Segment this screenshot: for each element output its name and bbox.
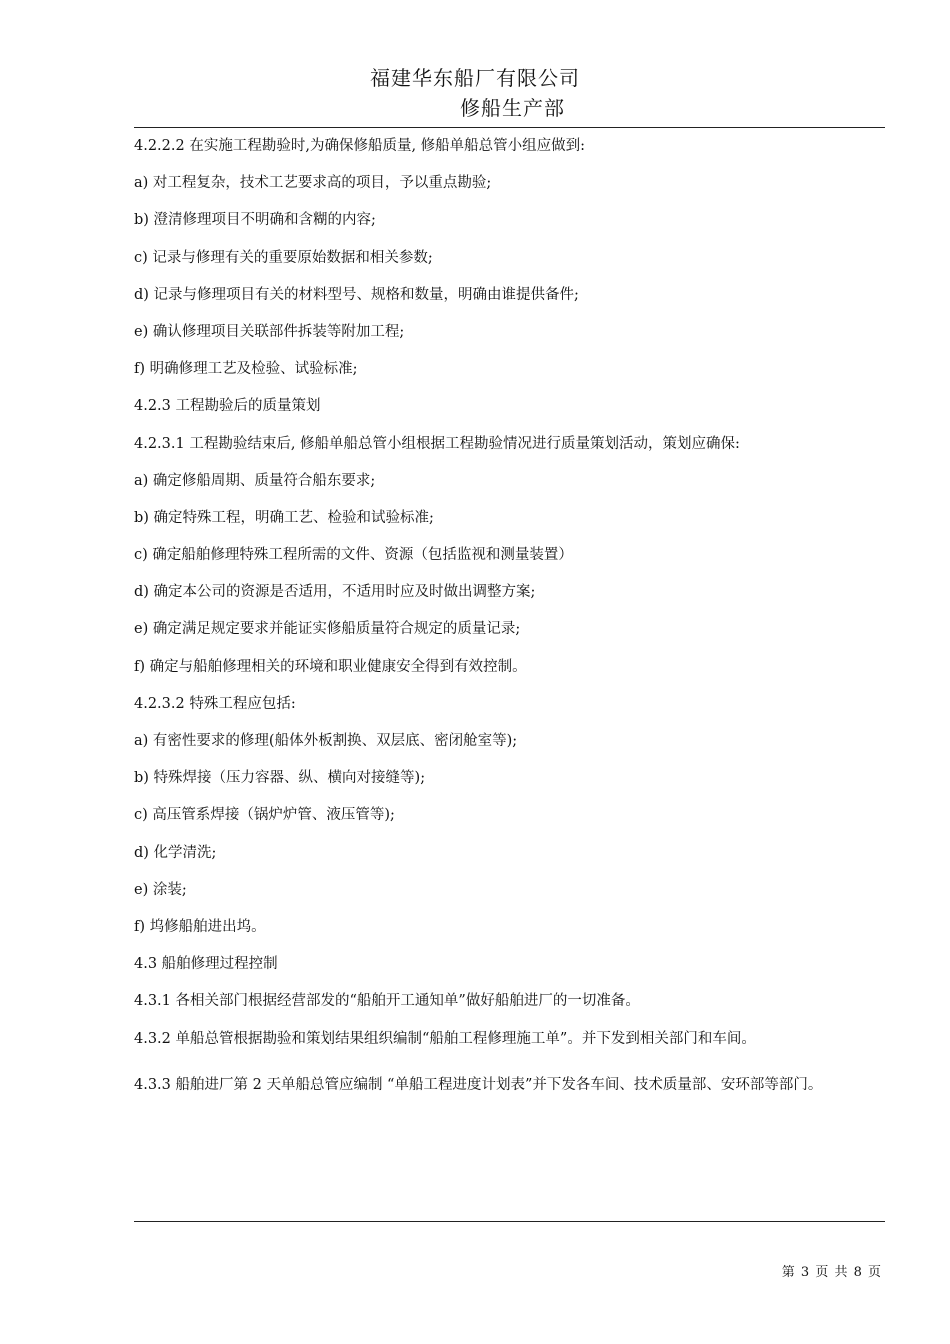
text-line: b) 特殊焊接（压力容器、纵、横向对接缝等); xyxy=(134,770,426,787)
company-name: 福建华东船厂有限公司 xyxy=(370,66,580,90)
document-body xyxy=(134,136,884,1104)
section-heading: 4.3 船舶修理过程控制 xyxy=(134,956,278,973)
text-line: b) 澄清修理项目不明确和含糊的内容; xyxy=(134,212,376,229)
text-line: f) 确定与船舶修理相关的环境和职业健康安全得到有效控制。 xyxy=(134,658,527,675)
text-line: e) 确认修理项目关联部件拆装等附加工程; xyxy=(134,323,405,340)
text-line: d) 化学清洗; xyxy=(134,844,217,861)
text-line: d) 记录与修理项目有关的材料型号、规格和数量，明确由谁提供备件; xyxy=(134,286,579,303)
text-line: e) 确定满足规定要求并能证实修船质量符合规定的质量记录; xyxy=(134,621,521,638)
department-name: 修船生产部 xyxy=(460,96,565,120)
text-line: a) 对工程复杂，技术工艺要求高的项目，予以重点勘验; xyxy=(134,175,492,192)
text-line: e) 涂装; xyxy=(134,881,187,898)
text-line: 4.2.3.1 工程勘验结束后, 修船单船总管小组根据工程勘验情况进行质量策划活动，策划应确保: xyxy=(134,435,740,452)
text-line: d) 确定本公司的资源是否适用，不适用时应及时做出调整方案; xyxy=(134,584,536,601)
header-rule xyxy=(134,127,885,128)
text-line: 4.2.2.2 在实施工程勘验时,为确保修船质量, 修船单船总管小组应做到: xyxy=(134,138,586,154)
text-line: c) 记录与修理有关的重要原始数据和相关参数; xyxy=(134,249,433,266)
text-line: f) 明确修理工艺及检验、试验标准; xyxy=(134,361,358,378)
text-line: 4.3.2 单船总管根据勘验和策划结果组织编制“船舶工程修理施工单”。并下发到相关部门和车间。 xyxy=(134,1030,756,1047)
text-line: b) 确定特殊工程，明确工艺、检验和试验标准; xyxy=(134,509,434,526)
section-heading: 4.2.3 工程勘验后的质量策划 xyxy=(134,398,321,415)
text-line: 4.3.1 各相关部门根据经营部发的“船舶开工通知单”做好船舶进厂的一切准备。 xyxy=(134,993,640,1010)
footer-rule xyxy=(134,1221,885,1222)
text-line: c) 确定船舶修理特殊工程所需的文件、资源（包括监视和测量装置） xyxy=(134,547,573,564)
text-paragraph: 4.3.3 船舶进厂第 2 天单船总管应编制 “单船工程进度计划表”并下发各车间、技术质量部、安环部等部门。 xyxy=(134,1076,823,1093)
text-line: a) 确定修船周期、质量符合船东要求; xyxy=(134,472,376,489)
page-number: 第 3 页 共 8 页 xyxy=(781,1265,882,1280)
text-line: f) 坞修船舶进出坞。 xyxy=(134,918,266,935)
text-line: a) 有密性要求的修理(船体外板割换、双层底、密闭舱室等); xyxy=(134,733,518,749)
text-line: c) 高压管系焊接（锅炉炉管、液压管等); xyxy=(134,807,395,824)
text-line: 4.2.3.2 特殊工程应包括: xyxy=(134,695,296,712)
